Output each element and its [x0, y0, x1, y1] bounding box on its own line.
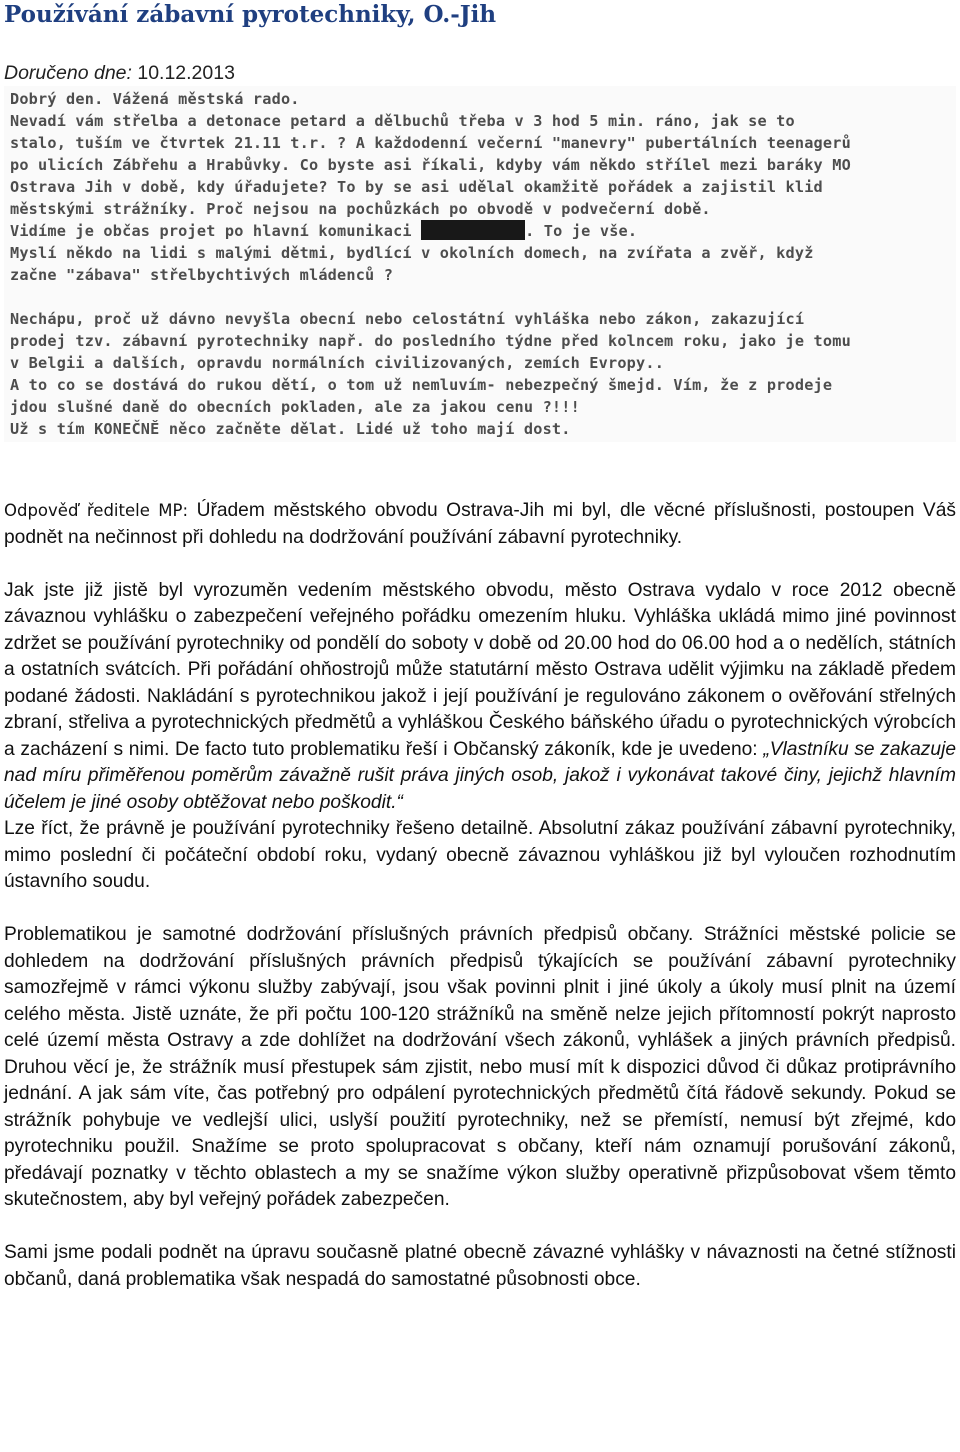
scan-line: městskými strážníky. Proč nejsou na pochůzkách po obvodě v podvečerní době.	[10, 200, 711, 218]
scan-line: po ulicích Zábřehu a Hrabůvky. Co byste asi říkali, kdyby vám někdo střílel mezi baráky MO	[10, 156, 851, 174]
redaction-box	[421, 220, 525, 240]
scan-line: A to co se dostává do rukou dětí, o tom už nemluvím- nebezpečný šmejd. Vím, že z prodeje	[10, 376, 833, 394]
answer-paragraph: Problematikou je samotné dodržování příslušných právních předpisů občany. Strážníci městské policie se dohledem na dodržování příslušných právních předpisů týkajících se používání zábavní pyrotechniky samozřejmě v rámci výkonu služby zabývají, jsou však povinni plnit i jiné úkoly a úkoly musí plnit na území celého města. Jistě uznáte, že při počtu 100-120 strážníků na směně nelze jejich přítomností pokrýt naprosto celé území města Ostravy a zde dohlížet na dodržování všech zákonů, vyhlášek a jiných právních předpisů. Druhou věcí je, že strážník musí přestupek sám zjistit, nebo musí mít k dispozici důvod či důkaz protiprávního jednání. A jak sám víte, čas potřebný pro odpálení pyrotechnických předmětů čítá řádově sekundy. Pokud se strážník pohybuje ve vedlejší ulici, uslyší použití pyrotechniky, než se přemístí, nemusí být zřejmé, kdo pyrotechniku použil. Snažíme se proto spolupracovat s občany, kteří nám oznamují porušování zákonů, předávají poznatky v těchto oblastech a my se snažíme výkon služby operativně přizpůsobovat všem těmto skutečnostem, aby byl veřejný pořádek zabezpečen.	[4, 924, 956, 1210]
answer-paragraph	[4, 498, 956, 551]
scan-line: v Belgii a dalších, opravdu normálních civilizovaných, zemích Evropy..	[10, 354, 665, 372]
scan-line: Ostrava Jih v době, kdy úřadujete? To by se asi udělal okamžitě pořádek a zajistil klid	[10, 178, 823, 196]
scan-line: Už s tím KONEČNĚ něco začněte dělat. Lidé už toho mají dost.	[10, 420, 571, 438]
scan-line: Nechápu, proč už dávno nevyšla obecní nebo celostátní vyhláška nebo zákon, zakazující	[10, 310, 805, 328]
civil-code-quote: „Vlastníku se zakazuje nad míru přiměřenou poměrům závažně rušit práva jiných osob, jakož i vykonávat takové činy, jejichž hlavním účelem je jiné osoby obtěžovat nebo poškodit.“	[4, 738, 957, 813]
scanned-complaint-image	[4, 86, 956, 442]
answer-paragraph: Sami jsme podali podnět na úpravu současně platné obecně závazné vyhlášky v návaznosti na četné stížnosti občanů, daná problematika však nespadá do samostatné působnosti obce.	[4, 1242, 956, 1290]
answer-label: Odpověď ředitele MP:	[4, 501, 189, 520]
delivered-date	[4, 60, 235, 86]
scan-text: . To je vše.	[525, 222, 638, 240]
answer-body	[4, 498, 956, 1293]
document-title: Používání zábavní pyrotechniky, O.-Jih	[4, 1, 497, 28]
answer-paragraph: Lze říct, že právně je používání pyrotechniky řešeno detailně. Absolutní zákaz používání zábavní pyrotechniky, mimo poslední či počáteční období roku, vydaný obecně závaznou vyhláškou již byl vyloučen rozhodnutím ústavního soudu.	[4, 818, 956, 892]
scan-line: Nevadí vám střelba a detonace petard a dělbuchů třeba v 3 hod 5 min. ráno, jak se to	[10, 112, 795, 130]
answer-text: Úřadem městského obvodu Ostrava-Jih mi byl, dle věcné příslušnosti, postoupen Váš podnět na nečinnost při dohledu na dodržování používání zábavní pyrotechniky.	[4, 500, 956, 548]
scan-line: Myslí někdo na lidi s malými dětmi, bydlící v okolních domech, na zvířata a zvěř, když	[10, 244, 814, 262]
answer-paragraph	[4, 578, 956, 817]
scan-text: Vidíme je občas projet po hlavní komunikaci	[10, 222, 412, 240]
scan-line: Dobrý den. Vážená městská rado.	[10, 90, 300, 108]
scan-line-redacted	[10, 220, 637, 242]
scan-line: prodej tzv. zábavní pyrotechniky např. do posledního týdne před kolncem roku, jako je tomu	[10, 332, 851, 350]
delivered-value: 10.12.2013	[137, 62, 235, 84]
scan-line: začne "zábava" střelbychtivých mládenců ?	[10, 266, 394, 284]
scan-line: jdou slušné daně do obecních pokladen, ale za jakou cenu ?!!!	[10, 398, 580, 416]
scan-line: stalo, tuším ve čtvrtek 21.11 t.r. ? A každodenní večerní "manevry" pubertálních teenagerů	[10, 134, 851, 152]
delivered-label: Doručeno dne:	[4, 62, 132, 84]
answer-text: Jak jste již jistě byl vyrozuměn vedením městského obvodu, město Ostrava vydalo v roce 2012 obecně závaznou vyhlášku o zabezpečení veřejného pořádku omezením hluku. Vyhláška ukládá mimo jiné povinnost zdržet se používání pyrotechniky od pondělí do soboty v době od 20.00 hod do 06.00 hod a o nedělích, státních a ostatních svátcích. Při pořádání ohňostrojů může statutární město Ostrava udělit výjimku na základě předem podané žádosti. Nakládání s pyrotechnikou jakož i její používání je regulováno zákonem o ověřování střelných zbraní, střeliva a pyrotechnických předmětů a vyhláškou Českého báňského úřadu o pyrotechnických výrobcích a zacházení s nimi. De facto tuto problematiku řeší i Občanský zákoník, kde je uvedeno:	[4, 579, 956, 760]
